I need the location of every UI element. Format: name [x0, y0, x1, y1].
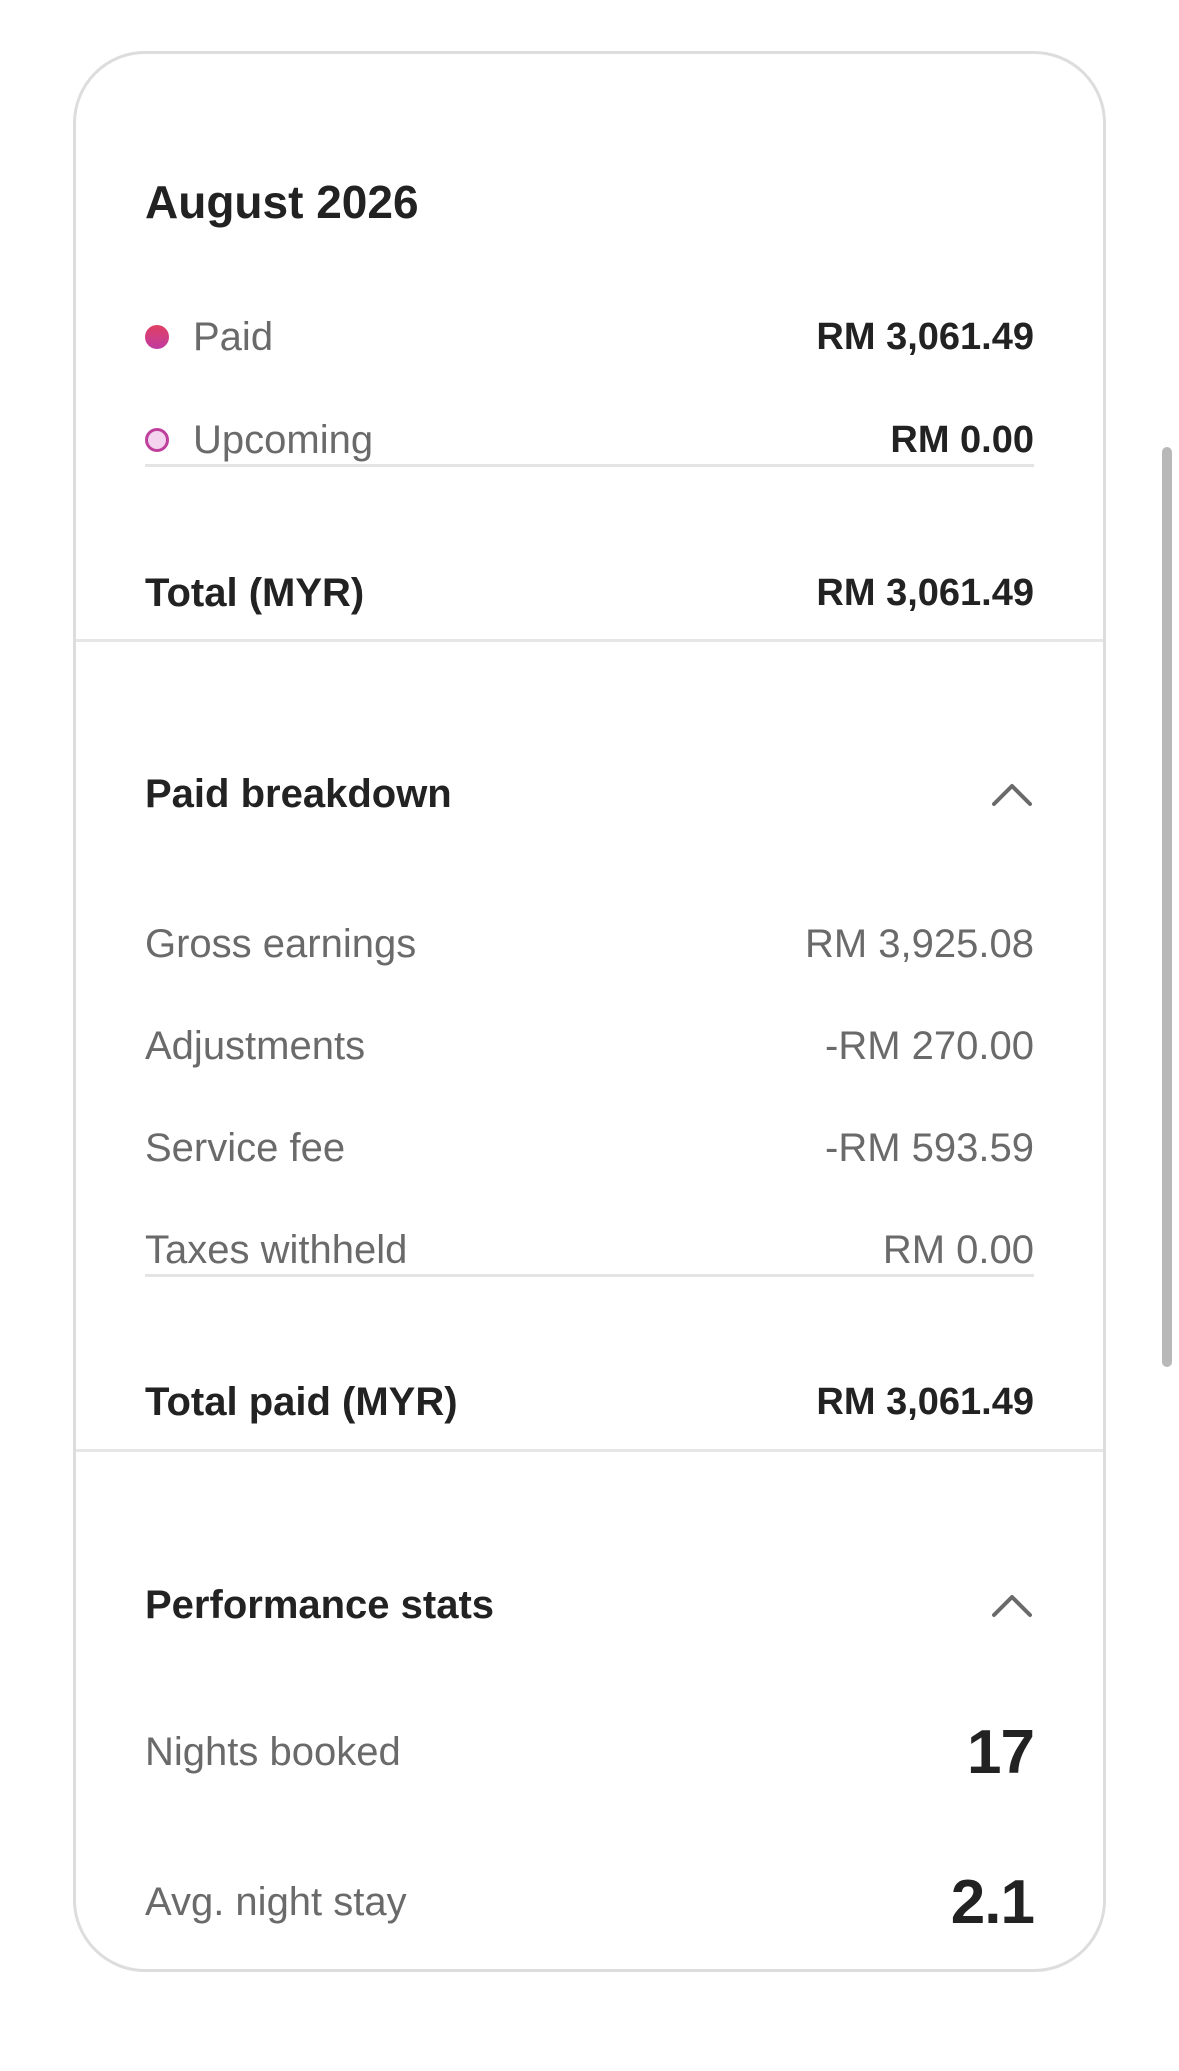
earnings-card	[73, 51, 1106, 1972]
total-amount: RM 3,061.49	[816, 571, 1034, 614]
total-paid-label: Total paid (MYR)	[145, 1379, 458, 1424]
chevron-up-icon[interactable]	[990, 1591, 1034, 1619]
breakdown-label: Gross earnings	[145, 921, 417, 966]
upcoming-amount: RM 0.00	[890, 418, 1034, 461]
upcoming-dot-icon	[145, 428, 169, 452]
breakdown-row-taxes	[145, 1220, 1034, 1280]
paid-breakdown-title: Paid breakdown	[145, 771, 452, 816]
breakdown-row-service-fee	[145, 1118, 1034, 1178]
breakdown-value: -RM 270.00	[825, 1023, 1034, 1068]
breakdown-label: Service fee	[145, 1125, 346, 1170]
performance-stats-title: Performance stats	[145, 1582, 495, 1627]
total-row	[145, 563, 1034, 623]
section-divider-1	[76, 639, 1103, 642]
summary-divider	[145, 464, 1034, 467]
breakdown-label: Taxes withheld	[145, 1227, 408, 1272]
paid-breakdown-header[interactable]	[145, 764, 1034, 824]
stat-value: 2.1	[950, 1867, 1034, 1937]
paid-label: Paid	[193, 314, 274, 359]
stat-label: Nights booked	[145, 1729, 401, 1774]
paid-amount: RM 3,061.49	[816, 315, 1034, 358]
performance-stats-header[interactable]	[145, 1575, 1034, 1635]
page-title: August 2026	[145, 176, 419, 228]
stat-row-avg-night-stay	[145, 1862, 1034, 1942]
upcoming-row	[145, 410, 1034, 470]
breakdown-label: Adjustments	[145, 1023, 366, 1068]
section-divider-2	[76, 1449, 1103, 1452]
breakdown-value: RM 0.00	[882, 1227, 1034, 1272]
upcoming-label: Upcoming	[193, 417, 374, 462]
chevron-up-icon[interactable]	[990, 780, 1034, 808]
breakdown-row-gross	[145, 914, 1034, 974]
breakdown-value: -RM 593.59	[825, 1125, 1034, 1170]
breakdown-divider	[145, 1274, 1034, 1277]
total-paid-row	[145, 1372, 1034, 1432]
paid-row	[145, 307, 1034, 367]
scrollbar[interactable]	[1162, 447, 1172, 1367]
breakdown-row-adjustments	[145, 1016, 1034, 1076]
stat-label: Avg. night stay	[145, 1879, 407, 1924]
stat-row-nights-booked	[145, 1712, 1034, 1792]
stat-value: 17	[967, 1717, 1034, 1787]
paid-dot-icon	[145, 325, 169, 349]
total-paid-value: RM 3,061.49	[816, 1380, 1034, 1423]
total-label: Total (MYR)	[145, 570, 365, 615]
breakdown-value: RM 3,925.08	[804, 921, 1034, 966]
